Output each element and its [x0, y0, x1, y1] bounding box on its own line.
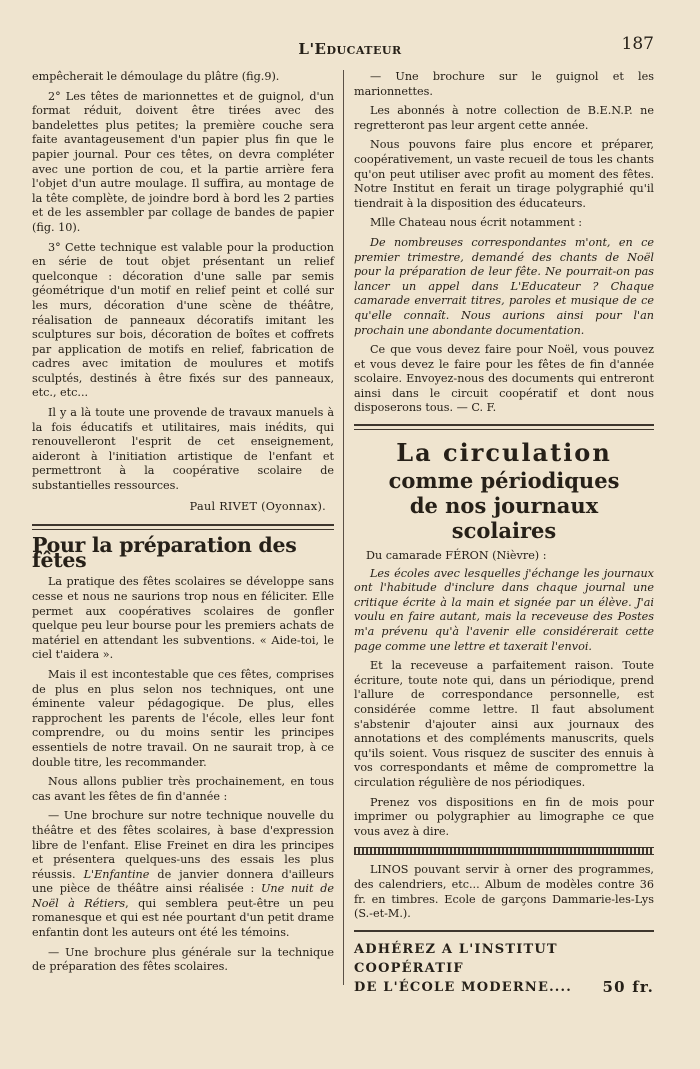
quote-paragraph: De nombreuses correspondantes m'ont, en ce premier trimestre, demandé des chants de Noël pour la préparation de leur fête. Ne pourrait-on pas lancer un appel dans L'Educateur ? Chaque camarade enverrait titres, paroles et musique de ce qu'elle connaît. Nous aurions ainsi pour l'an prochain une abondante documentation. [354, 235, 654, 337]
paragraph: Nous pouvons faire plus encore et préparer, coopérativement, un vaste recueil de tous les chants qu'on peut utiliser avec profit au moment des fêtes. Notre Institut en ferait un tirage polygraphié qu'il tiendrait à la disposition des éducateurs. [354, 138, 654, 210]
article-title-line: La circulation [396, 438, 612, 468]
paragraph: empêcherait le démoulage du plâtre (fig.9). [32, 70, 280, 83]
paragraph: Et la receveuse a parfaitement raison. Toute écriture, toute note qui, dans un périodique, prend l'allure de correspondance personnelle, est considérée comme lettre. Il faut absolument s'abstenir d'ajouter ainsi aux journaux des annotations et des compléments manuscrits, quels qu'ils soient. Vous risquez de susciter des ennuis à vos correspondants et même de compromettre la circulation régulière de nos périodiques. [354, 659, 654, 789]
page-number: 187 [621, 34, 654, 54]
divider [354, 424, 654, 430]
membership-line: ADHÉREZ A L'INSTITUT COOPÉRATIF [354, 941, 558, 976]
byline: Du camarade FÉRON (Nièvre) : [366, 549, 547, 563]
column-divider [343, 70, 344, 985]
paragraph: Nous allons publier très prochainement, en tous cas avant les fêtes de fin d'année : [32, 775, 334, 803]
text-run: de janvier donnera d'ailleurs une pièce de théâtre ainsi réalisée : [32, 867, 334, 896]
right-column [354, 70, 654, 997]
divider [354, 847, 654, 855]
signature: Paul RIVET (Oyonnax). [189, 499, 326, 513]
article-title-line: comme périodiques [388, 468, 620, 494]
divider [354, 930, 654, 932]
section-title: Pour la préparation des fêtes [32, 533, 297, 572]
membership-text: DE L'ÉCOLE MODERNE.... [354, 979, 572, 995]
paragraph: Prenez vos dispositions en fin de mois pour imprimer ou polygraphier au limographe ce que vous avez à dire. [354, 795, 654, 838]
membership-price: 50 fr. [602, 977, 654, 996]
paragraph: 2° Les têtes de marionnettes et de guignol, d'un format réduit, doivent être tirées avec des bandelettes plus petites; la première couche sera faite avantageusement d'un papier plus fin que le papier journal. Pour ces têtes, on devra compléter avec une portion de cou, et la partie arrière fera l'objet d'un autre moulage. Il suffira, au montage de la tête complète, de joindre bord à bord les 2 parties et de les assembler par collage de bandes de papier (fig. 10). [32, 89, 334, 234]
quote-paragraph: Les écoles avec lesquelles j'échange les journaux ont l'habitude d'inclure dans chaque journal une critique écrite à la main et signée par un élève. J'ai voulu en faire autant, mais la receveuse des Postes m'a prévenu qu'à l'avenir elle considérerait cette page comme une lettre et taxerait l'envoi. [354, 566, 654, 653]
text-run: , qui semblera peut-être un peu romanesque et qui est née pourtant d'un petit drame enfantin dont les auteurs ont été les témoins. [32, 896, 334, 940]
paragraph: Ce que vous devez faire pour Noël, vous pouvez et vous devez le faire pour les fêtes de fin d'année scolaire. Envoyez-nous des documents qui entreront ainsi dans le circuit coopératif et dont nous disposerons tous. — C. F. [354, 343, 654, 415]
article-title [354, 438, 654, 543]
paragraph: La pratique des fêtes scolaires se développe sans cesse et nous ne saurions trop nous en féliciter. Elle permet aux coopératives scolaires de gonfler quelque peu leur bourse pour les premiers achats de matériel en attendant les subventions. « Aide-toi, le ciel t'aidera ». [32, 575, 334, 662]
notice-linos: LINOS pouvant servir à orner des programmes, des calendriers, etc... Album de modèles contre 36 fr. en timbres. Ecole de garçons Dammarie-les-Lys (S.-et-M.). [354, 863, 654, 921]
paragraph: Mlle Chateau nous écrit notamment : [370, 216, 583, 230]
paragraph: — Une brochure sur le guignol et les marionnettes. [354, 70, 654, 98]
left-column [32, 70, 334, 980]
text-run: — Une brochure sur notre technique nouvelle du théâtre et des fêtes scolaires, à base d'expression libre de l'enfant. Elise Freinet en dira les principes et présentera quelques-uns des essais les plus réussis. [32, 809, 334, 881]
paragraph: — Une brochure plus générale sur la technique de préparation des fêtes scolaires. [32, 945, 334, 974]
text-run-italic: Une nuit de Noël à Rétiers [32, 882, 334, 910]
text-run-italic: L'Enfantine [83, 867, 150, 881]
membership-line-2 [354, 978, 654, 997]
paragraph [32, 809, 334, 940]
article-title-line: de nos journaux scolaires [409, 493, 599, 544]
journal-title: L'Educateur [298, 40, 402, 58]
paragraph: 3° Cette technique est valable pour la production en série de tout objet présentant un relief quelconque : décoration d'une salle par semis géométrique d'un motif en relief peint et collé sur les murs, décoration d'une scène de théâtre, réalisation de panneaux décoratifs imitant les sculptures sur bois, décoration de boîtes et coffrets par application de motifs en relief, fabrication de cadres avec imitation de moulures et motifs sculptés, destinés à être fixés sur des panneaux, etc., etc... [32, 240, 334, 400]
divider [32, 524, 334, 530]
membership-notice [354, 940, 654, 997]
paragraph: Mais il est incontestable que ces fêtes, comprises de plus en plus selon nos techniques, ont une éminente valeur pédagogique. De plus, elles rapprochent les parents de l'école, elles leur font comprendre, ou du moins sentir les principes essentiels de notre travail. On ne saurait trop, à ce double titre, les recommander. [32, 667, 334, 769]
paragraph: Les abonnés à notre collection de B.E.N.P. ne regretteront pas leur argent cette année. [354, 104, 654, 132]
paragraph: Il y a là toute une provende de travaux manuels à la fois éducatifs et utilitaires, mais inédits, qui renouvelleront l'esprit de cet enseignement, aideront à l'initiation artistique de l'enfant et permettront à la coopérative scolaire de substantielles ressources. [32, 406, 334, 493]
